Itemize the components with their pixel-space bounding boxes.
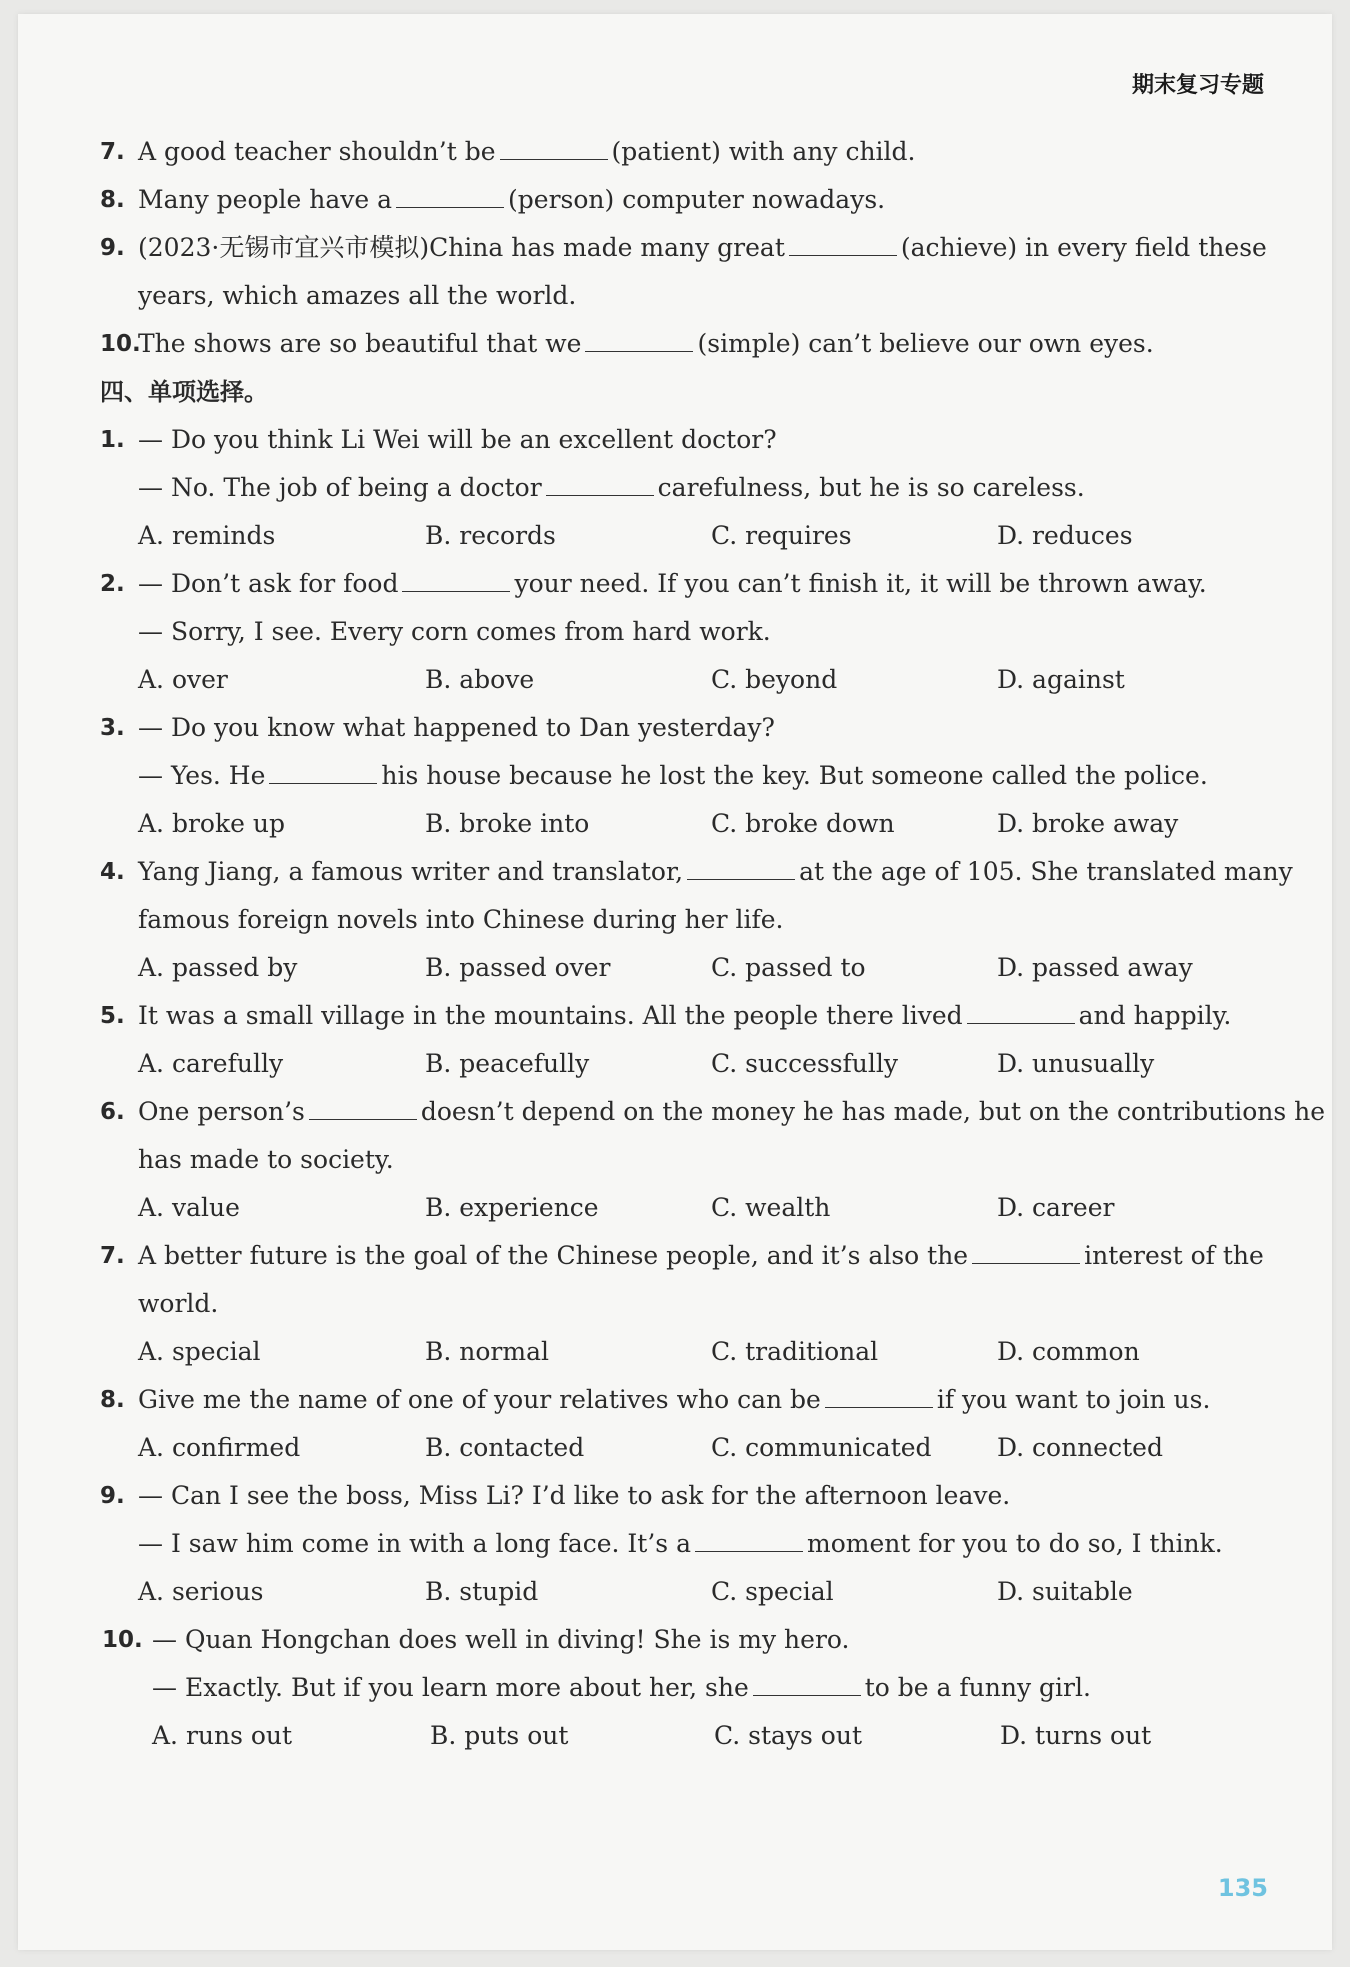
question-number: 9. [100,1483,125,1509]
question-number: 4. [100,859,125,885]
option-d[interactable]: D. passed away [997,953,1193,982]
question-text [138,128,916,176]
question-text-before: Give me the name of one of your relatives who can be [138,1385,821,1414]
question-text-after: doesn’t depend on the money he has made, but on the contributions he [420,1097,1326,1126]
question-line [100,416,1310,464]
option-c[interactable]: C. special [711,1577,834,1606]
question-text-before: — Exactly. But if you learn more about her, she [152,1673,749,1702]
mc-question [100,704,1310,848]
option-d[interactable]: D. unusually [997,1049,1155,1078]
answer-blank[interactable] [546,494,654,496]
option-b[interactable]: B. peacefully [425,1049,590,1078]
options-row [100,1712,1310,1760]
question-text-after: (patient) with any child. [611,137,916,166]
mc-question [100,848,1310,992]
mc-question [100,1376,1310,1472]
option-c[interactable]: C. communicated [711,1433,932,1462]
question-text-before: Many people have a [138,185,393,214]
question-text [138,1232,1264,1280]
answer-blank[interactable] [753,1694,861,1696]
question-text [138,752,1208,800]
question-text [152,1664,1091,1712]
option-c[interactable]: C. passed to [711,953,866,982]
question-number: 8. [100,187,125,213]
answer-blank[interactable] [972,1262,1080,1264]
question-text-after: (simple) can’t believe our own eyes. [697,329,1154,358]
question-number: 1. [100,427,125,453]
question-line [100,752,1310,800]
mc-question [100,1232,1310,1376]
question-text [138,1088,1325,1136]
question-number: 2. [100,571,125,597]
option-b[interactable]: B. stupid [425,1577,539,1606]
fill-in-section [100,128,1310,368]
answer-blank[interactable] [396,206,504,208]
options-row [100,656,1310,704]
question-text-before: The shows are so beautiful that we [138,329,582,358]
mc-question [100,560,1310,704]
option-a[interactable]: A. over [138,665,228,694]
question-number: 3. [100,715,125,741]
option-b[interactable]: B. passed over [425,953,611,982]
question-text [138,560,1207,608]
question-text [138,992,1231,1040]
options-row [100,1424,1310,1472]
question-text [138,608,771,656]
answer-blank[interactable] [309,1118,417,1120]
options-row [100,800,1310,848]
answer-blank[interactable] [695,1550,803,1552]
option-a[interactable]: A. reminds [138,521,276,550]
question-item [100,176,1310,224]
question-number: 10. [102,1627,143,1653]
question-text [138,1472,1010,1520]
question-number: 6. [100,1099,125,1125]
question-number: 7. [100,139,125,165]
multiple-choice-section [100,416,1326,1760]
question-line [100,704,1310,752]
question-text [138,320,1154,368]
option-b[interactable]: B. records [425,521,556,550]
option-a[interactable]: A. value [138,1193,240,1222]
option-d[interactable]: D. suitable [997,1577,1133,1606]
question-text-before: — Quan Hongchan does well in diving! She is my hero. [152,1625,850,1654]
question-item [100,320,1310,368]
answer-blank[interactable] [687,878,795,880]
question-line [100,608,1310,656]
question-item [100,224,1310,272]
question-text-after: to be a funny girl. [864,1673,1091,1702]
option-b[interactable]: B. puts out [430,1721,569,1750]
page-content [100,128,1326,1760]
question-text-before: Yang Jiang, a famous writer and translator, [138,857,684,886]
question-text [138,1136,394,1184]
option-d[interactable]: D. common [997,1337,1140,1366]
option-b[interactable]: B. above [425,665,535,694]
option-a[interactable]: A. serious [138,1577,264,1606]
option-b[interactable]: B. normal [425,1337,549,1366]
question-text-before: A better future is the goal of the Chinese people, and it’s also the [138,1241,969,1270]
page-number: 135 [1217,1874,1268,1902]
question-line [100,1136,1310,1184]
option-c[interactable]: C. wealth [711,1193,831,1222]
option-a[interactable]: A. confirmed [138,1433,301,1462]
question-text-before: — Yes. He [138,761,266,790]
options-row [100,944,1310,992]
question-text-before: — Do you think Li Wei will be an excellent doctor? [138,425,777,454]
question-number: 5. [100,1003,125,1029]
answer-blank[interactable] [402,590,510,592]
answer-blank[interactable] [825,1406,933,1408]
question-line [100,1616,1310,1664]
question-line [100,896,1310,944]
question-line [100,848,1310,896]
question-line [100,1088,1326,1136]
question-text-after: carefulness, but he is so careless. [657,473,1085,502]
option-a[interactable]: A. runs out [152,1721,293,1750]
question-line [100,1520,1310,1568]
options-row [100,1568,1310,1616]
answer-blank[interactable] [500,158,608,160]
question-text-after: interest of the [1084,1241,1264,1270]
question-text [138,224,1267,272]
option-c[interactable]: C. broke down [711,809,895,838]
answer-blank[interactable] [967,1022,1075,1024]
question-text-after: moment for you to do so, I think. [806,1529,1223,1558]
question-text-before: — I saw him come in with a long face. It’s a [138,1529,691,1558]
question-text [138,1280,218,1328]
option-c[interactable]: C. traditional [711,1337,879,1366]
question-line [100,1280,1310,1328]
options-row [100,1328,1310,1376]
option-a[interactable]: A. carefully [138,1049,284,1078]
question-text-before: (2023·无锡市宜兴市模拟)China has made many great [138,233,785,262]
question-text [138,464,1085,512]
question-text-before: It was a small village in the mountains. All the people there lived [138,1001,963,1030]
answer-blank[interactable] [269,782,377,784]
option-b[interactable]: B. experience [425,1193,599,1222]
question-text-before: world. [138,1289,219,1318]
question-text-before: famous foreign novels into Chinese during her life. [138,905,784,934]
question-text-before: has made to society. [138,1145,394,1174]
mc-question [100,416,1310,560]
question-line [100,1232,1310,1280]
option-c[interactable]: C. successfully [711,1049,898,1078]
question-continuation [100,272,1310,320]
question-line [100,1376,1310,1424]
question-text-before: — Sorry, I see. Every corn comes from hard work. [138,617,771,646]
question-text-after: at the age of 105. She translated many [799,857,1293,886]
question-text-before: A good teacher shouldn’t be [138,137,496,166]
answer-blank[interactable] [789,254,897,256]
option-d[interactable]: D. reduces [997,521,1133,550]
question-text-before: — Do you know what happened to Dan yesterday? [138,713,775,742]
question-text [138,1520,1223,1568]
options-row [100,512,1310,560]
question-text [138,704,775,752]
question-text-before: — No. The job of being a doctor [138,473,542,502]
option-d[interactable]: D. against [997,665,1125,694]
question-text [138,1376,1210,1424]
question-item [100,128,1310,176]
options-row [100,1040,1310,1088]
question-text-after: (person) computer nowadays. [508,185,886,214]
question-number: 10. [100,331,141,357]
question-text-after: and happily. [1078,1001,1232,1030]
option-c[interactable]: C. stays out [714,1721,863,1750]
question-text [138,176,885,224]
option-d[interactable]: D. connected [997,1433,1163,1462]
question-text-continued: years, which amazes all the world. [138,281,577,310]
mc-question [100,1472,1310,1616]
question-text-after: (achieve) in every field these [900,233,1267,262]
option-a[interactable]: A. special [138,1337,261,1366]
question-text [152,1616,849,1664]
option-c[interactable]: C. beyond [711,665,838,694]
mc-question [100,1616,1310,1760]
mc-question [100,992,1310,1088]
option-d[interactable]: D. career [997,1193,1115,1222]
question-line [100,560,1310,608]
question-text [138,848,1293,896]
question-text [138,896,783,944]
question-number: 9. [100,235,125,261]
worksheet-page [18,14,1332,1950]
question-text-before: One person’s [138,1097,305,1126]
page-header: 期末复习专题 [1131,73,1264,98]
option-d[interactable]: D. turns out [1000,1721,1152,1750]
question-number: 7. [100,1243,125,1269]
question-line [100,1472,1310,1520]
question-line [100,464,1310,512]
question-number: 8. [100,1387,125,1413]
option-b[interactable]: B. contacted [425,1433,585,1462]
question-line [100,992,1310,1040]
option-c[interactable]: C. requires [711,521,852,550]
section-title: 四、单项选择。 [100,378,268,406]
mc-question [100,1088,1326,1232]
question-text-after: if you want to join us. [936,1385,1211,1414]
option-a[interactable]: A. passed by [138,953,298,982]
option-b[interactable]: B. broke into [425,809,590,838]
question-text [138,416,777,464]
option-a[interactable]: A. broke up [138,809,285,838]
question-text-after: his house because he lost the key. But someone called the police. [381,761,1208,790]
question-text-before: — Can I see the boss, Miss Li? I’d like to ask for the afternoon leave. [138,1481,1011,1510]
question-text-after: your need. If you can’t finish it, it will be thrown away. [514,569,1207,598]
question-line [100,1664,1310,1712]
question-text-before: — Don’t ask for food [138,569,399,598]
answer-blank[interactable] [585,350,693,352]
options-row [100,1184,1310,1232]
option-d[interactable]: D. broke away [997,809,1179,838]
